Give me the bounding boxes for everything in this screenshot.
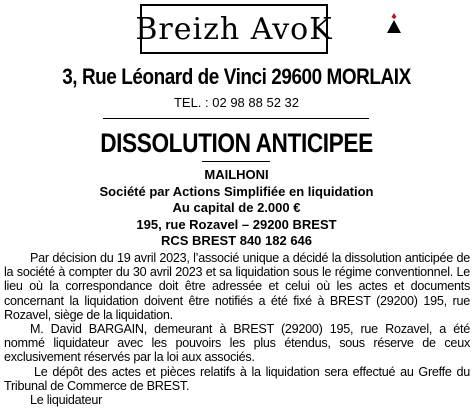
notice-paragraph: M. David BARGAIN, demeurant à BREST (29200) 195, rue Rozavel, a été nommé liquidateur avec les pouvoirs les plus étendus, sous réserve de ceux exclusivement réservés par la loi aux associés. — [4, 322, 470, 365]
company-name: MAILHONI — [204, 167, 269, 182]
logo-wordmark: Breizh AvoK — [135, 12, 333, 47]
company-address: 195, rue Rozavel – 29200 BREST — [136, 216, 337, 232]
header-phone: TEL. : 02 98 88 52 32 — [173, 95, 300, 110]
company-capital: Au capital de 2.000 € — [172, 200, 301, 215]
header-address: 3, Rue Léonard de Vinci 29600 MORLAIX — [62, 64, 411, 89]
notice-paragraph: Par décision du 19 avril 2023, l’associé unique a décidé la dissolution anticipée de la société à compter du 30 avril 2023 et sa liquidation sous le régime conventionnel. Le lieu où la correspondance doit être adressée et celui où les actes et documents concernant la liquidation doivent être notifiés a été fixé à BREST (29200) 195, rue Rozavel, siège de la liquidation. — [4, 251, 470, 322]
notice-paragraph: Le dépôt des actes et pièces relatifs à la liquidation sera effectué au Greffe du Tribunal de Commerce de BREST. — [4, 364, 470, 393]
divider — [103, 118, 369, 119]
company-rcs: RCS BREST 840 182 646 — [160, 233, 313, 248]
notice-body — [4, 251, 470, 407]
ermine-icon — [386, 13, 402, 33]
signature: Le liquidateur — [30, 393, 103, 408]
company-type: Société par Actions Simplifiée en liquidation — [99, 183, 374, 199]
divider — [202, 161, 270, 162]
notice-title: DISSOLUTION ANTICIPEE — [100, 128, 373, 158]
logo — [135, 4, 333, 54]
company-block — [0, 167, 473, 250]
